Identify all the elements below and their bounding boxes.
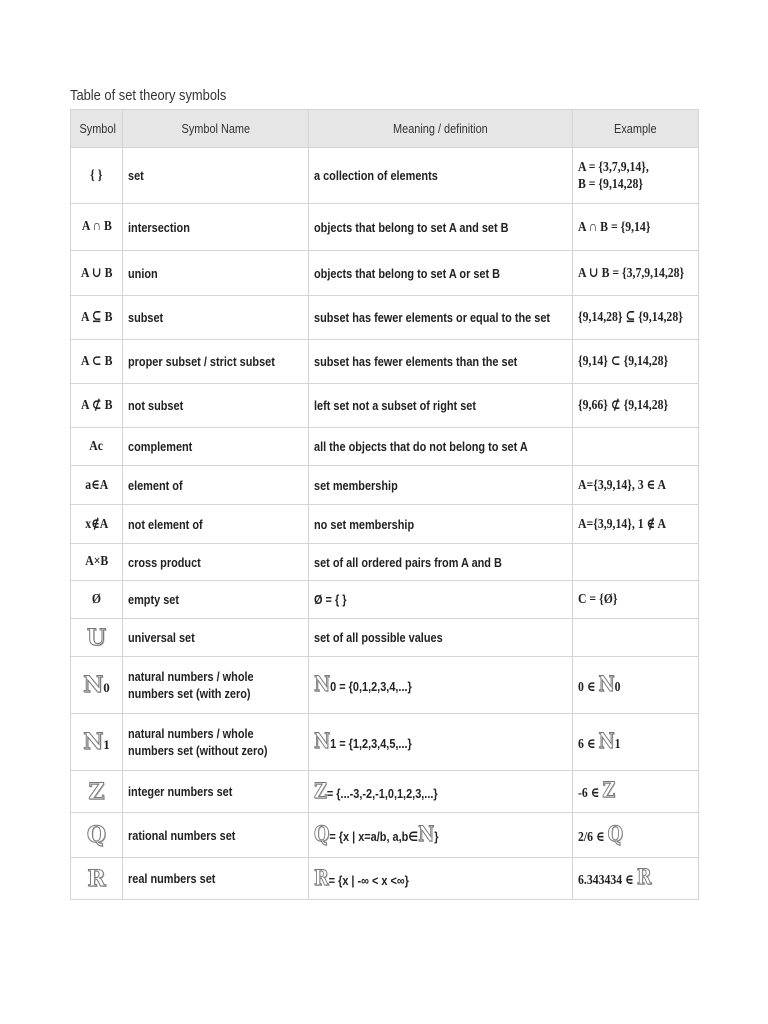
- example-cell: 0 ∈ N0: [573, 657, 699, 714]
- meaning-cell: Q= {x | x=a/b, a,b∈N}: [309, 813, 573, 858]
- meaning-cell: N0 = {0,1,2,3,4,...}: [309, 657, 573, 714]
- example-cell: A={3,9,14}, 1 ∉ A: [573, 505, 699, 544]
- example-cell: 6 ∈ N1: [573, 714, 699, 771]
- table-row: [71, 714, 699, 771]
- header-symbol-name: Symbol Name: [123, 110, 309, 148]
- example-cell: [573, 428, 699, 466]
- example-cell: 6.343434 ∈ R: [573, 858, 699, 900]
- meaning-cell: objects that belong to set A or set B: [309, 251, 573, 296]
- name-cell: natural numbers / whole numbers set (without zero): [123, 714, 309, 771]
- meaning-cell: all the objects that do not belong to set A: [309, 428, 573, 466]
- meaning-cell: objects that belong to set A and set B: [309, 204, 573, 251]
- example-cell: -6 ∈ Z: [573, 771, 699, 813]
- name-cell: empty set: [123, 581, 309, 619]
- meaning-cell: set of all ordered pairs from A and B: [309, 544, 573, 581]
- double-struck-r-icon: R: [314, 864, 329, 890]
- name-cell: integer numbers set: [123, 771, 309, 813]
- symbol-cell: [71, 813, 123, 858]
- name-cell: complement: [123, 428, 309, 466]
- double-struck-z-icon: Z: [314, 777, 327, 803]
- table-row: [71, 251, 699, 296]
- double-struck-z-icon: Z: [602, 777, 616, 802]
- symbol-cell: A ⊆ B: [71, 296, 123, 340]
- table-row: [71, 204, 699, 251]
- double-struck-u-icon: U: [86, 624, 107, 651]
- symbol-cell: a∈A: [71, 466, 123, 505]
- symbol-cell: [71, 771, 123, 813]
- name-cell: proper subset / strict subset: [123, 340, 309, 384]
- example-cell: A ∪ B = {3,7,9,14,28}: [573, 251, 699, 296]
- symbol-cell: A ∪ B: [71, 251, 123, 296]
- double-struck-r-icon: R: [636, 864, 652, 889]
- symbol-cell: N1: [71, 714, 123, 771]
- header-row: [71, 110, 699, 148]
- example-cell: 2/6 ∈ Q: [573, 813, 699, 858]
- table-row: [71, 771, 699, 813]
- double-struck-n-icon: N: [418, 821, 435, 846]
- name-cell: cross product: [123, 544, 309, 581]
- double-struck-n-icon: N: [83, 672, 104, 698]
- name-cell: natural numbers / whole numbers set (with zero): [123, 657, 309, 714]
- double-struck-n-icon: N: [598, 670, 615, 696]
- name-cell: set: [123, 148, 309, 204]
- meaning-cell: Z= {...-3,-2,-1,0,1,2,3,...}: [309, 771, 573, 813]
- name-cell: intersection: [123, 204, 309, 251]
- double-struck-z-icon: Z: [88, 778, 105, 805]
- meaning-cell: a collection of elements: [309, 148, 573, 204]
- meaning-cell: set membership: [309, 466, 573, 505]
- double-struck-n-icon: N: [314, 671, 331, 696]
- table-row: [71, 296, 699, 340]
- name-cell: not subset: [123, 384, 309, 428]
- table-row: [71, 384, 699, 428]
- table-row: [71, 544, 699, 581]
- table-row: [71, 619, 699, 657]
- double-struck-n-icon: N: [598, 727, 615, 753]
- symbol-cell: A ⊄ B: [71, 384, 123, 428]
- double-struck-r-icon: R: [87, 865, 106, 892]
- symbol-cell: N0: [71, 657, 123, 714]
- table-row: [71, 657, 699, 714]
- name-cell: subset: [123, 296, 309, 340]
- table-row: [71, 505, 699, 544]
- meaning-cell: N1 = {1,2,3,4,5,...}: [309, 714, 573, 771]
- meaning-cell: R= {x | -∞ < x <∞}: [309, 858, 573, 900]
- name-cell: real numbers set: [123, 858, 309, 900]
- double-struck-q-icon: Q: [86, 822, 107, 848]
- example-cell: {9,14,28} ⊆ {9,14,28}: [573, 296, 699, 340]
- name-cell: element of: [123, 466, 309, 505]
- name-cell: union: [123, 251, 309, 296]
- table-row: [71, 813, 699, 858]
- header-example: Example: [573, 110, 699, 148]
- double-struck-n-icon: N: [83, 729, 104, 755]
- example-cell: {9,66} ⊄ {9,14,28}: [573, 384, 699, 428]
- table-caption: Table of set theory symbols: [70, 87, 227, 104]
- meaning-cell: set of all possible values: [309, 619, 573, 657]
- symbol-cell: A ∩ B: [71, 204, 123, 251]
- header-meaning: Meaning / definition: [309, 110, 573, 148]
- symbol-cell: { }: [71, 148, 123, 204]
- name-cell: universal set: [123, 619, 309, 657]
- example-cell: [573, 619, 699, 657]
- example-cell: A = {3,7,9,14}, B = {9,14,28}: [573, 148, 699, 204]
- meaning-cell: subset has fewer elements or equal to the set: [309, 296, 573, 340]
- double-struck-q-icon: Q: [607, 820, 623, 846]
- meaning-cell: Ø = { }: [309, 581, 573, 619]
- set-symbols-table: [70, 109, 699, 900]
- table-row: [71, 340, 699, 384]
- example-cell: [573, 544, 699, 581]
- double-struck-q-icon: Q: [314, 821, 330, 846]
- meaning-cell: no set membership: [309, 505, 573, 544]
- table-row: [71, 148, 699, 204]
- table-row: [71, 466, 699, 505]
- symbol-cell: x∉A: [71, 505, 123, 544]
- double-struck-n-icon: N: [314, 728, 331, 753]
- symbol-cell: [71, 858, 123, 900]
- name-cell: rational numbers set: [123, 813, 309, 858]
- meaning-cell: subset has fewer elements than the set: [309, 340, 573, 384]
- table-row: [71, 428, 699, 466]
- header-symbol: Symbol: [71, 110, 123, 148]
- symbol-cell: Ac: [71, 428, 123, 466]
- symbol-cell: Ø: [71, 581, 123, 619]
- name-cell: not element of: [123, 505, 309, 544]
- table-row: [71, 581, 699, 619]
- meaning-cell: left set not a subset of right set: [309, 384, 573, 428]
- symbol-cell: A ⊂ B: [71, 340, 123, 384]
- symbol-cell: [71, 619, 123, 657]
- example-cell: A={3,9,14}, 3 ∈ A: [573, 466, 699, 505]
- symbol-cell: A×B: [71, 544, 123, 581]
- example-cell: C = {Ø}: [573, 581, 699, 619]
- table-row: [71, 858, 699, 900]
- example-cell: {9,14} ⊂ {9,14,28}: [573, 340, 699, 384]
- example-cell: A ∩ B = {9,14}: [573, 204, 699, 251]
